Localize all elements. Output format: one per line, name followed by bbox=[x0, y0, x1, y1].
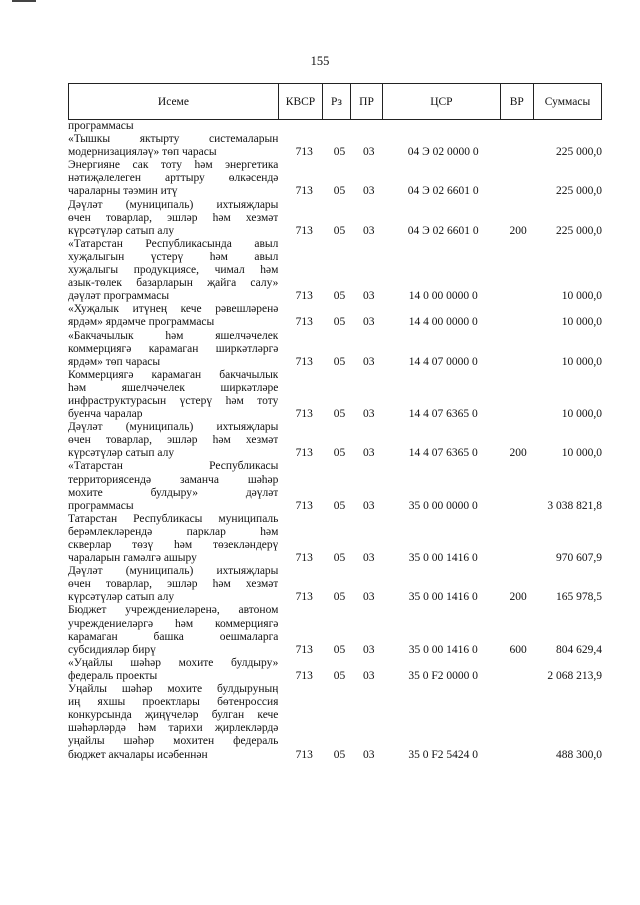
row-name-line: чараларын гамәлгә ашыру bbox=[68, 552, 197, 565]
row-name bbox=[68, 513, 278, 565]
row-name-line: модернизацияләү» төп чарасы bbox=[68, 146, 217, 159]
cell-vr bbox=[502, 408, 535, 421]
cell-pr: 03 bbox=[363, 185, 375, 198]
cell-sum: 804 629,4 bbox=[555, 643, 602, 656]
cell-pr bbox=[353, 120, 385, 133]
cell-csr: 35 0 00 0000 0 bbox=[408, 499, 478, 512]
cell-kvsr: 713 bbox=[295, 355, 313, 368]
row-name bbox=[68, 303, 278, 329]
row-name-line: хуҗалыгын үстерү һәм авыл bbox=[68, 250, 279, 263]
row-name-line: өчен товарлар, эшләр һәм хезмәт bbox=[68, 434, 279, 447]
row-name-line: конкурсында җиңүчеләр булган кече bbox=[68, 709, 279, 722]
row-name-line: скверлар төзү һәм төзекләндерү bbox=[68, 539, 279, 551]
cell-kvsr: 713 bbox=[295, 552, 313, 565]
cell-rz: 05 bbox=[333, 643, 346, 656]
cell-vr: 200 bbox=[509, 447, 527, 460]
cell-sum: 10 000,0 bbox=[561, 316, 602, 329]
row-name-line: уңайлы шәһәр мохитен федераль bbox=[68, 735, 279, 748]
cell-sum: 225 000,0 bbox=[555, 146, 602, 159]
row-name bbox=[68, 683, 278, 762]
cell-vr bbox=[502, 146, 535, 159]
cell-kvsr: 713 bbox=[295, 591, 313, 604]
cell-kvsr: 713 bbox=[295, 748, 313, 761]
cell-vr bbox=[502, 749, 535, 762]
cell-kvsr: 713 bbox=[295, 146, 313, 159]
cell-kvsr: 713 bbox=[295, 447, 313, 460]
cell-pr: 03 bbox=[363, 643, 375, 656]
table-row bbox=[68, 199, 602, 238]
cell-pr: 03 bbox=[363, 499, 375, 512]
row-name-line: иң яхшы проектлары бөтенроссия bbox=[68, 696, 279, 709]
cell-rz bbox=[326, 120, 353, 133]
row-name bbox=[68, 421, 278, 460]
table-row bbox=[68, 460, 602, 512]
cell-kvsr: 713 bbox=[295, 316, 313, 329]
row-name-line: дәүләт программасы bbox=[68, 290, 170, 303]
cell-rz: 05 bbox=[333, 591, 346, 604]
row-name-line: бюджет акчалары исәбеннән bbox=[68, 748, 208, 761]
cell-sum: 165 978,5 bbox=[555, 591, 602, 604]
header-pr: ПР bbox=[350, 84, 383, 119]
cell-csr: 14 4 07 6365 0 bbox=[408, 408, 478, 421]
header-csr: ЦСР bbox=[382, 84, 499, 119]
cell-sum: 3 038 821,8 bbox=[547, 499, 602, 512]
header-name: Исеме bbox=[157, 95, 189, 108]
header-vr: ВР bbox=[500, 84, 534, 119]
cell-csr: 14 4 07 0000 0 bbox=[408, 355, 478, 368]
row-name-line: һәм яшелчәчелек ширкәтләре bbox=[68, 381, 279, 394]
row-name-line: федераль проекты bbox=[68, 669, 158, 682]
table-row bbox=[68, 159, 602, 198]
table-row bbox=[68, 683, 602, 762]
table-row bbox=[68, 330, 602, 369]
cell-kvsr: 713 bbox=[295, 408, 313, 421]
cell-pr: 03 bbox=[363, 447, 375, 460]
row-name-line: чараларны тәэмин итү bbox=[68, 185, 178, 198]
row-name-line: хуҗалыгы продукциясе, чимал һәм bbox=[68, 264, 279, 277]
cell-csr: 04 Э 02 6601 0 bbox=[407, 224, 479, 237]
cell-vr: 200 bbox=[509, 224, 527, 237]
table-row bbox=[68, 133, 602, 159]
cell-vr bbox=[502, 552, 535, 565]
row-name-line: «Бакчачылык һәм яшелчәчелек bbox=[68, 329, 279, 342]
cell-csr: 14 4 07 6365 0 bbox=[408, 447, 478, 460]
cell-pr: 03 bbox=[363, 408, 375, 421]
table-row bbox=[68, 303, 602, 329]
cell-rz: 05 bbox=[333, 224, 346, 237]
cell-csr: 35 0 F2 0000 0 bbox=[408, 669, 479, 682]
row-name-line: нәтиҗәлелеген арттыру өлкәсендә bbox=[68, 172, 279, 185]
row-name-line: ярдәм» ярдәмче программасы bbox=[68, 316, 215, 329]
cell-csr bbox=[385, 120, 502, 133]
cell-csr: 04 Э 02 6601 0 bbox=[407, 185, 479, 198]
row-name bbox=[68, 369, 278, 421]
cell-rz: 05 bbox=[333, 499, 346, 512]
table-row bbox=[68, 657, 602, 683]
row-name bbox=[68, 330, 278, 369]
cell-vr bbox=[502, 316, 535, 329]
row-name-line: «Татарстан Республикасы bbox=[68, 460, 279, 473]
row-name bbox=[68, 120, 278, 133]
cell-sum: 10 000,0 bbox=[561, 290, 602, 303]
row-name-line: коммерциягә карамаган ширкәтләргә bbox=[68, 342, 279, 355]
table-row bbox=[68, 369, 602, 421]
row-name-line: «Тышкы яктырту системаларын bbox=[68, 133, 279, 146]
table-row bbox=[68, 513, 602, 565]
cell-rz: 05 bbox=[333, 447, 346, 460]
cell-pr: 03 bbox=[363, 591, 375, 604]
cell-kvsr: 713 bbox=[295, 499, 313, 512]
cell-vr bbox=[502, 356, 535, 369]
cell-sum: 225 000,0 bbox=[555, 224, 602, 237]
cell-sum: 10 000,0 bbox=[561, 447, 602, 460]
row-name-line: территориясендә заманча шәһәр bbox=[68, 473, 279, 486]
row-name-line: программасы bbox=[68, 499, 134, 512]
row-name-line: «Хуҗалык итүнең кече рәвешләренә bbox=[68, 303, 279, 316]
row-name bbox=[68, 657, 278, 683]
cell-csr: 35 0 00 1416 0 bbox=[408, 552, 478, 565]
cell-rz: 05 bbox=[333, 185, 346, 198]
cell-pr: 03 bbox=[363, 552, 375, 565]
cell-rz: 05 bbox=[333, 408, 346, 421]
cell-kvsr bbox=[282, 120, 326, 133]
cell-sum: 488 300,0 bbox=[555, 748, 602, 761]
scan-mark bbox=[12, 0, 36, 2]
cell-vr bbox=[502, 670, 535, 683]
cell-rz: 05 bbox=[333, 552, 346, 565]
row-name-line: Бюджет учреждениеләренә, автоном bbox=[68, 604, 279, 617]
cell-sum: 2 068 213,9 bbox=[547, 669, 602, 682]
row-name-line: берәмлекләрендә парклар һәм bbox=[68, 525, 279, 538]
cell-pr: 03 bbox=[363, 146, 375, 159]
row-name bbox=[68, 565, 278, 604]
cell-sum: 10 000,0 bbox=[561, 408, 602, 421]
table-row bbox=[68, 565, 602, 604]
budget-table bbox=[68, 83, 602, 762]
row-name-line: Дәүләт (муниципаль) ихтыяҗлары bbox=[68, 565, 279, 578]
cell-kvsr: 713 bbox=[295, 224, 313, 237]
cell-pr: 03 bbox=[363, 669, 375, 682]
page-number: 155 bbox=[310, 54, 330, 68]
row-name bbox=[68, 159, 278, 198]
row-name bbox=[68, 460, 278, 512]
cell-pr: 03 bbox=[363, 355, 375, 368]
cell-kvsr: 713 bbox=[295, 643, 313, 656]
header-sum: Суммасы bbox=[533, 84, 601, 119]
row-name-line: ярдәм» төп чарасы bbox=[68, 355, 161, 368]
table-body bbox=[68, 120, 602, 762]
row-name-line: азык-төлек базарларын җайга салу» bbox=[68, 277, 279, 290]
row-name-line: «Татарстан Республикасында авыл bbox=[68, 237, 279, 250]
row-name-line: күрсәтүләр сатып алу bbox=[68, 224, 175, 237]
row-name bbox=[68, 133, 278, 159]
cell-kvsr: 713 bbox=[295, 290, 313, 303]
row-name-line: инфраструктурасын үстерү һәм тоту bbox=[68, 394, 279, 407]
table-row bbox=[68, 604, 602, 656]
row-name-line: күрсәтүләр сатып алу bbox=[68, 447, 175, 460]
row-name-line: «Уңайлы шәһәр мохите булдыру» bbox=[68, 656, 279, 669]
cell-vr: 600 bbox=[509, 643, 527, 656]
row-name-line: Энергияне сак тоту һәм энергетика bbox=[68, 159, 279, 172]
header-kvsr: КВСР bbox=[278, 84, 322, 119]
row-name bbox=[68, 604, 278, 656]
cell-sum: 10 000,0 bbox=[561, 355, 602, 368]
row-name-line: Уңайлы шәһәр мохите булдыруның bbox=[68, 683, 279, 696]
cell-csr: 04 Э 02 0000 0 bbox=[407, 146, 479, 159]
row-name-line: Дәүләт (муниципаль) ихтыяҗлары bbox=[68, 198, 279, 211]
cell-vr bbox=[502, 185, 535, 198]
cell-vr bbox=[502, 500, 535, 513]
table-row bbox=[68, 421, 602, 460]
cell-sum: 225 000,0 bbox=[555, 185, 602, 198]
row-name-line: шәһәрләрдә һәм тарихи җирлекләрдә bbox=[68, 722, 279, 735]
cell-sum bbox=[535, 120, 602, 133]
row-name-line: субсидияләр бирү bbox=[68, 643, 156, 656]
header-rz: Рз bbox=[322, 84, 350, 119]
cell-vr bbox=[502, 290, 535, 303]
cell-pr: 03 bbox=[363, 748, 375, 761]
cell-pr: 03 bbox=[363, 290, 375, 303]
cell-pr: 03 bbox=[363, 316, 375, 329]
cell-sum: 970 607,9 bbox=[555, 552, 602, 565]
cell-kvsr: 713 bbox=[295, 185, 313, 198]
row-name-line: Дәүләт (муниципаль) ихтыяҗлары bbox=[68, 421, 279, 434]
row-name-line: карамаган башка оешмаларга bbox=[68, 630, 279, 643]
row-name-line: өчен товарлар, эшләр һәм хезмәт bbox=[68, 211, 279, 224]
table-row bbox=[68, 238, 602, 303]
row-name-line: Коммерциягә карамаган бакчачылык bbox=[68, 368, 279, 381]
row-name bbox=[68, 199, 278, 238]
cell-kvsr: 713 bbox=[295, 669, 313, 682]
cell-rz: 05 bbox=[333, 290, 346, 303]
row-name-line: мохите булдыру» дәүләт bbox=[68, 486, 279, 499]
row-name bbox=[68, 238, 278, 303]
row-name-line: өчен товарлар, эшләр һәм хезмәт bbox=[68, 578, 279, 591]
cell-csr: 14 0 00 0000 0 bbox=[408, 290, 478, 303]
cell-csr: 35 0 00 1416 0 bbox=[408, 643, 478, 656]
row-name-line: буенча чаралар bbox=[68, 408, 143, 421]
cell-rz: 05 bbox=[333, 316, 346, 329]
row-name-line: учреждениеләргә һәм коммерциягә bbox=[68, 617, 279, 630]
cell-rz: 05 bbox=[333, 748, 346, 761]
cell-rz: 05 bbox=[333, 669, 346, 682]
cell-rz: 05 bbox=[333, 355, 346, 368]
cell-vr: 200 bbox=[509, 591, 527, 604]
cell-vr bbox=[502, 120, 535, 133]
cell-csr: 14 4 00 0000 0 bbox=[408, 316, 478, 329]
cell-csr: 35 0 00 1416 0 bbox=[408, 591, 478, 604]
row-name-line: программасы bbox=[68, 120, 134, 132]
cell-rz: 05 bbox=[333, 146, 346, 159]
table-row bbox=[68, 120, 602, 133]
row-name-line: күрсәтүләр сатып алу bbox=[68, 591, 175, 604]
cell-csr: 35 0 F2 5424 0 bbox=[408, 748, 479, 761]
table-header bbox=[68, 83, 602, 120]
cell-pr: 03 bbox=[363, 224, 375, 237]
row-name-line: Татарстан Республикасы муниципаль bbox=[68, 512, 279, 525]
